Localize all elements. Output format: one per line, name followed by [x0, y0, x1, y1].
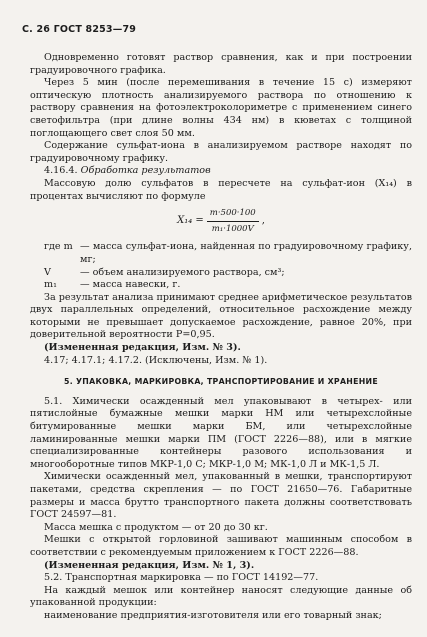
- paragraph: [30, 534, 412, 559]
- paragraph-text: Одновременно готовят раствор сравнения, как и при построении градуировочного графика.: [30, 52, 412, 76]
- paragraph-text: На каждый мешок или контейнер наносят следующие данные об упакованной продукции:: [30, 584, 412, 609]
- definition-text: — масса сульфат-иона, найденная по градуировочному графику, мг;: [80, 241, 412, 265]
- paragraph: [30, 342, 412, 355]
- paragraph-text: 4.17; 4.17.1; 4.17.2. (Исключены, Изм. № 1).: [44, 354, 268, 366]
- formula-fraction: [207, 207, 259, 235]
- definition-text: — объем анализируемого раствора, см³;: [80, 266, 285, 278]
- definition-symbol: V: [44, 266, 51, 278]
- definition-text: — масса навески, г.: [80, 279, 181, 291]
- paragraph: [30, 355, 412, 368]
- paragraph-text: Содержание сульфат-иона в анализируемом растворе находят по градуировочному графику.: [30, 140, 412, 164]
- definition-row: [44, 241, 412, 266]
- paragraph: [30, 292, 412, 342]
- formula-denominator: m₁·1000V: [211, 223, 254, 234]
- text-section-2: [30, 292, 412, 368]
- page-content: [30, 52, 412, 623]
- paragraph: [30, 610, 412, 623]
- paragraph-text: Массовую долю сульфатов в пересчете на сульфат-ион (X₁₄) в процентах вычисляют по формуле: [30, 177, 412, 202]
- variable-definitions: [44, 241, 412, 291]
- paragraph-text: 5.2. Транспортная маркировка — по ГОСТ 14192—77.: [44, 572, 319, 584]
- paragraph-text: Через 5 мин (после перемешивания в течение 15 с) измеряют оптическую плотность анализируемого раствора по отношению к раствору сравнения на фотоэлектроколориметре с применением синего светофильтра (при длине волны 434 нм) в кюветах с толщиной поглощающего свет слоя 50 мм.: [30, 77, 412, 139]
- paragraph: [30, 560, 412, 573]
- paragraph-text: 5.1. Химически осажденный мел упаковывают в четырех- или пятислойные бумажные мешки марки НМ или четырехслойные битумированные мешки марки БМ, или четырехслойные ламинированные мешки марки ПМ (ГОСТ 2226—88), или в мягкие специализированные контейнеры разового использования и многооборотные типов МКР-1,0 С; МКР-1,0 М; МК-1,0 Л и МК-1,5 Л.: [30, 395, 412, 470]
- paragraph-text: За результат анализа принимают среднее арифметическое результатов двух параллельных определений, относительное расхождение между которыми не превышает допускаемое расхождение, равное 20%, при доверительной вероятности P=0,95.: [30, 291, 413, 341]
- text-section-3: [30, 396, 412, 623]
- paragraph-text: Химически осажденный мел, упакованный в мешки, транспортируют пакетами, средства скрепления — по ГОСТ 21650—76. Габаритные размеры и масса брутто транспортного пакета должны соответствовать ГОСТ 24597—81.: [30, 471, 412, 521]
- italic-heading: Обработка результатов: [80, 165, 211, 177]
- paragraph-text: (Измененная редакция, Изм. № 1, 3).: [44, 559, 255, 571]
- paragraph: [30, 585, 412, 610]
- text-section-1: [30, 52, 412, 203]
- paragraph: [30, 77, 412, 140]
- definition-symbol: m₁: [44, 279, 57, 291]
- paragraph-text: наименование предприятия-изготовителя или его товарный знак;: [44, 609, 382, 621]
- paragraph: [30, 522, 412, 535]
- page-header: С. 26 ГОСТ 8253—79: [22, 24, 137, 35]
- paragraph: [30, 140, 412, 165]
- section-title: 5. УПАКОВКА, МАРКИРОВКА, ТРАНСПОРТИРОВАНИЕ И ХРАНЕНИЕ: [63, 377, 379, 387]
- paragraph-text: Масса мешка с продуктом — от 20 до 30 кг.: [44, 521, 268, 533]
- definition-row: [44, 279, 412, 292]
- paragraph-text: Мешки с открытой горловиной зашивают машинным способом в соответствии с рекомендуемым приложением к ГОСТ 2226—88.: [30, 534, 412, 558]
- formula-numerator: m·500·100: [207, 207, 259, 222]
- paragraph-text: (Измененная редакция, Изм. № 3).: [44, 342, 241, 354]
- paragraph: [30, 471, 412, 521]
- paragraph: [30, 396, 412, 472]
- paragraph: [30, 572, 412, 585]
- definition-row: [44, 267, 412, 280]
- paragraph: [30, 52, 412, 77]
- paragraph: [30, 178, 412, 203]
- paragraph-text: 4.16.4.: [44, 165, 81, 177]
- paragraph: [30, 165, 412, 178]
- formula-lhs: X₁₄ =: [177, 214, 204, 226]
- definition-symbol: где m: [44, 241, 73, 253]
- formula-end: ,: [261, 214, 265, 226]
- formula: [30, 207, 412, 235]
